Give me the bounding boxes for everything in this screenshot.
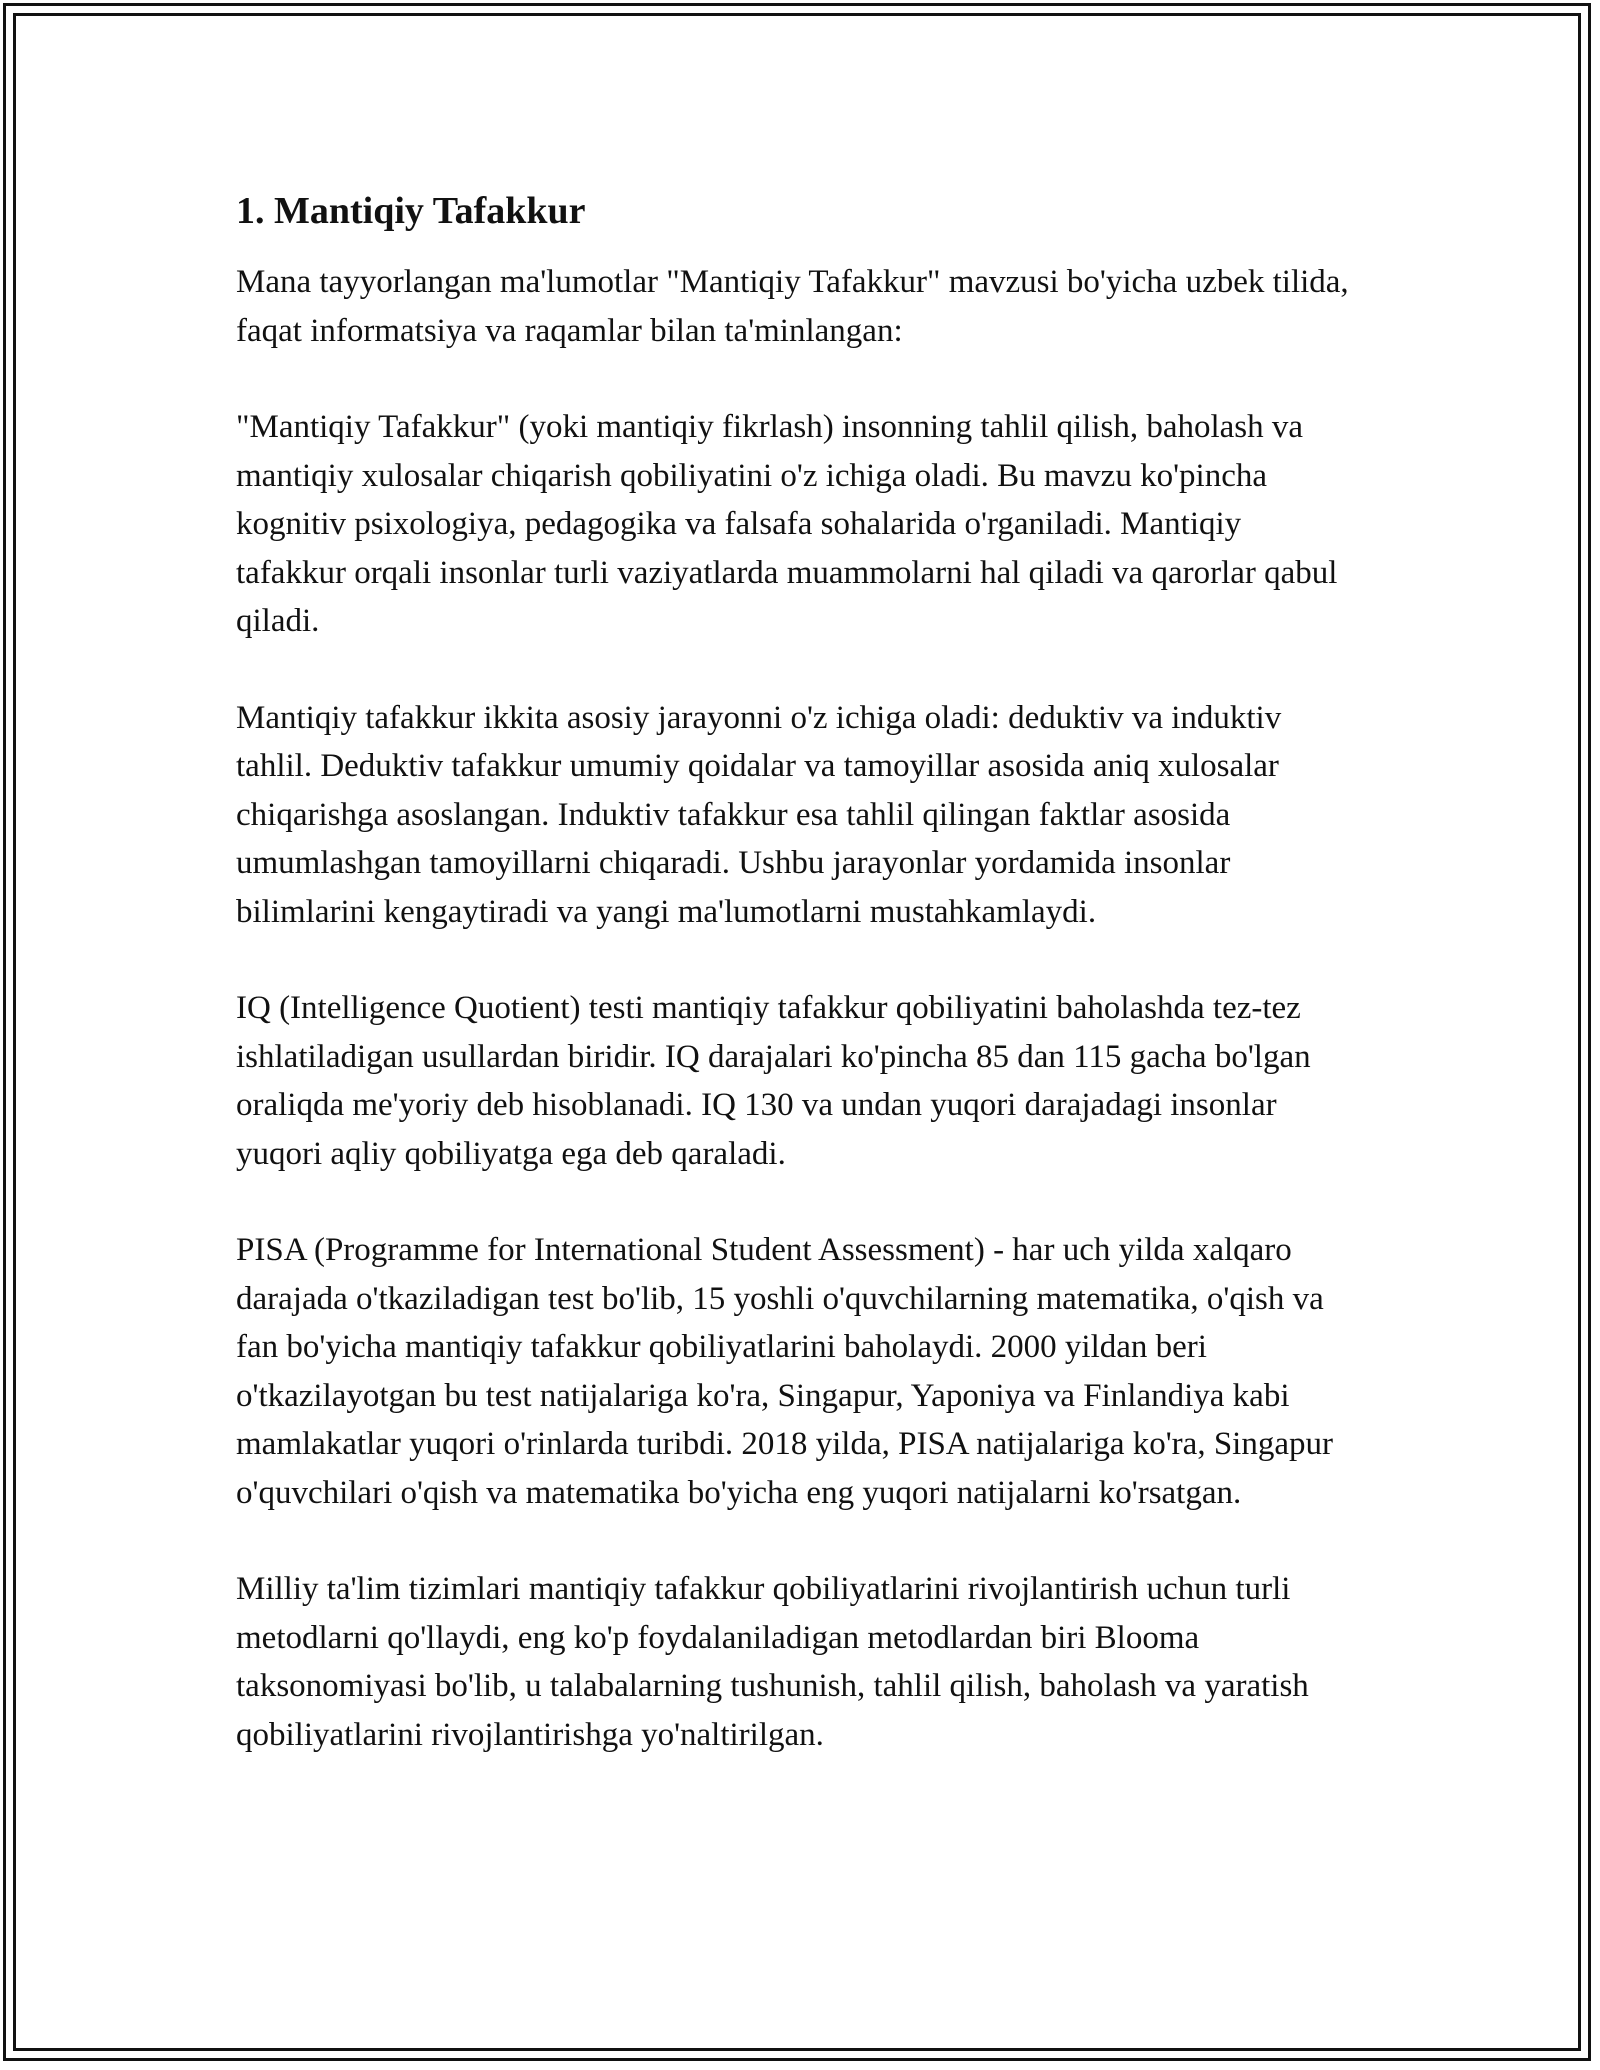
section-heading: 1. Mantiqiy Tafakkur	[236, 190, 586, 232]
document-content	[236, 186, 1356, 1759]
iq-paragraph: IQ (Intelligence Quotient) testi mantiqiy tafakkur qobiliyatini baholashda tez-tez ishlatiladigan usullardan biridir. IQ darajalari ko'pincha 85 dan 115 gacha bo'lgan oraliqda me'yoriy deb hisoblanadi. IQ 130 va undan yuqori darajadagi insonlar yuqori aqliy qobiliyatga ega deb qaraladi.	[236, 990, 1311, 1172]
pisa-paragraph: PISA (Programme for International Student Assessment) - har uch yilda xalqaro darajada o'tkaziladigan test bo'lib, 15 yoshli o'quvchilarning matematika, o'qish va fan bo'yicha mantiqiy tafakkur qobiliyatlarini baholaydi. 2000 yildan beri o'tkazilayotgan bu test natijalariga ko'ra, Singapur, Yaponiya va Finlandiya kabi mamlakatlar yuqori o'rinlarda turibdi. 2018 yilda, PISA natijalariga ko'ra, Singapur o'quvchilari o'qish va matematika bo'yicha eng yuqori natijalarni ko'rsatgan.	[236, 1232, 1333, 1511]
intro-paragraph: Mana tayyorlangan ma'lumotlar "Mantiqiy Tafakkur" mavzusi bo'yicha uzbek tilida, faqat informatsiya va raqamlar bilan ta'minlangan:	[236, 264, 1349, 349]
education-methods-paragraph: Milliy ta'lim tizimlari mantiqiy tafakkur qobiliyatlarini rivojlantirish uchun turli metodlarni qo'llaydi, eng ko'p foydalaniladigan metodlardan biri Blooma taksonomiyasi bo'lib, u talabalarning tushunish, tahlil qilish, baholash va yaratish qobiliyatlarini rivojlantirishga yo'naltirilgan.	[236, 1571, 1309, 1753]
definition-paragraph: "Mantiqiy Tafakkur" (yoki mantiqiy fikrlash) insonning tahlil qilish, baholash va mantiqiy xulosalar chiqarish qobiliyatini o'z ichiga oladi. Bu mavzu ko'pincha kognitiv psixologiya, pedagogika va falsafa sohalarida o'rganiladi. Mantiqiy tafakkur orqali insonlar turli vaziyatlarda muammolarni hal qiladi va qarorlar qabul qiladi.	[236, 409, 1338, 639]
reasoning-types-paragraph: Mantiqiy tafakkur ikkita asosiy jarayonni o'z ichiga oladi: deduktiv va induktiv tahlil. Deduktiv tafakkur umumiy qoidalar va tamoyillar asosida aniq xulosalar chiqarishga asoslangan. Induktiv tafakkur esa tahlil qilingan faktlar asosida umumlashgan tamoyillarni chiqaradi. Ushbu jarayonlar yordamida insonlar bilimlarini kengaytiradi va yangi ma'lumotlarni mustahkamlaydi.	[236, 699, 1282, 930]
